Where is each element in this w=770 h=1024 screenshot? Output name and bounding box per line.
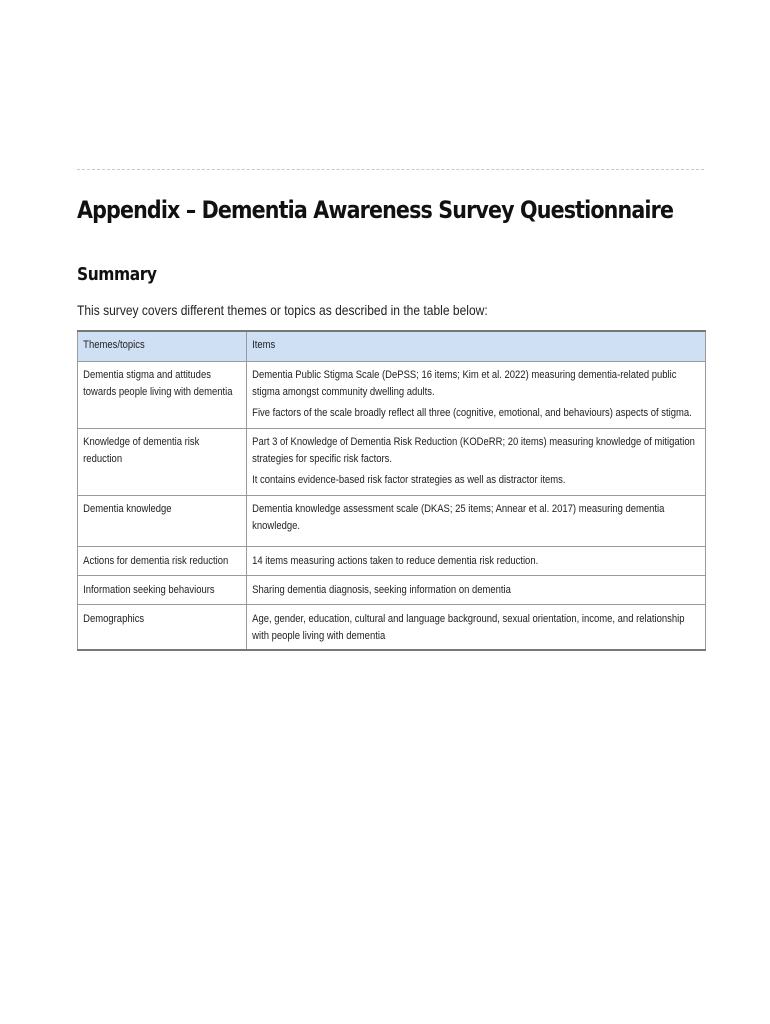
page-title: Appendix – Dementia Awareness Survey Questionnaire bbox=[77, 196, 674, 224]
items-cell bbox=[247, 496, 706, 547]
theme-text: Information seeking behaviours bbox=[83, 584, 215, 596]
theme-cell bbox=[78, 605, 247, 651]
theme-cell bbox=[78, 362, 247, 429]
theme-text: Actions for dementia risk reduction bbox=[83, 555, 229, 567]
item-text: 14 items measuring actions taken to reduce dementia risk reduction. bbox=[252, 555, 539, 567]
item-text: Sharing dementia diagnosis, seeking information on dementia bbox=[252, 584, 511, 596]
table-row bbox=[78, 429, 706, 496]
theme-text: Knowledge of dementia risk reduction bbox=[83, 436, 200, 465]
table-header-row bbox=[78, 331, 706, 362]
theme-text: Dementia knowledge bbox=[83, 503, 172, 515]
items-cell bbox=[247, 429, 706, 496]
items-cell bbox=[247, 547, 706, 576]
table-row bbox=[78, 362, 706, 429]
item-text: It contains evidence-based risk factor strategies as well as distractor items. bbox=[252, 474, 566, 486]
survey-topics-table bbox=[77, 330, 706, 651]
theme-text: Dementia stigma and attitudes towards people living with dementia bbox=[83, 369, 233, 398]
items-cell bbox=[247, 576, 706, 605]
table-row bbox=[78, 576, 706, 605]
theme-cell bbox=[78, 496, 247, 547]
header-label-themes: Themes/topics bbox=[83, 339, 145, 351]
header-cell-items bbox=[247, 331, 706, 362]
table-row bbox=[78, 605, 706, 651]
header-label-items: Items bbox=[252, 339, 276, 351]
top-divider bbox=[77, 169, 704, 170]
item-text: Dementia Public Stigma Scale (DePSS; 16 items; Kim et al. 2022) measuring dementia-related public stigma amongst community dwelling adults. bbox=[252, 369, 677, 398]
header-cell-themes bbox=[78, 331, 247, 362]
table-row bbox=[78, 547, 706, 576]
theme-cell bbox=[78, 576, 247, 605]
theme-text: Demographics bbox=[83, 613, 145, 625]
items-cell bbox=[247, 362, 706, 429]
item-text: Dementia knowledge assessment scale (DKAS; 25 items; Annear et al. 2017) measuring dementia knowledge. bbox=[252, 503, 665, 532]
items-cell bbox=[247, 605, 706, 651]
theme-cell bbox=[78, 547, 247, 576]
item-text: Five factors of the scale broadly reflect all three (cognitive, emotional, and behaviours) aspects of stigma. bbox=[252, 407, 692, 419]
intro-paragraph: This survey covers different themes or topics as described in the table below: bbox=[77, 302, 488, 318]
table-row bbox=[78, 496, 706, 547]
item-text: Age, gender, education, cultural and language background, sexual orientation, income, and relationship with people living with dementia bbox=[252, 613, 685, 642]
theme-cell bbox=[78, 429, 247, 496]
item-text: Part 3 of Knowledge of Dementia Risk Reduction (KODeRR; 20 items) measuring knowledge of mitigation strategies for specific risk factors. bbox=[252, 436, 695, 465]
section-heading-summary: Summary bbox=[77, 264, 157, 285]
